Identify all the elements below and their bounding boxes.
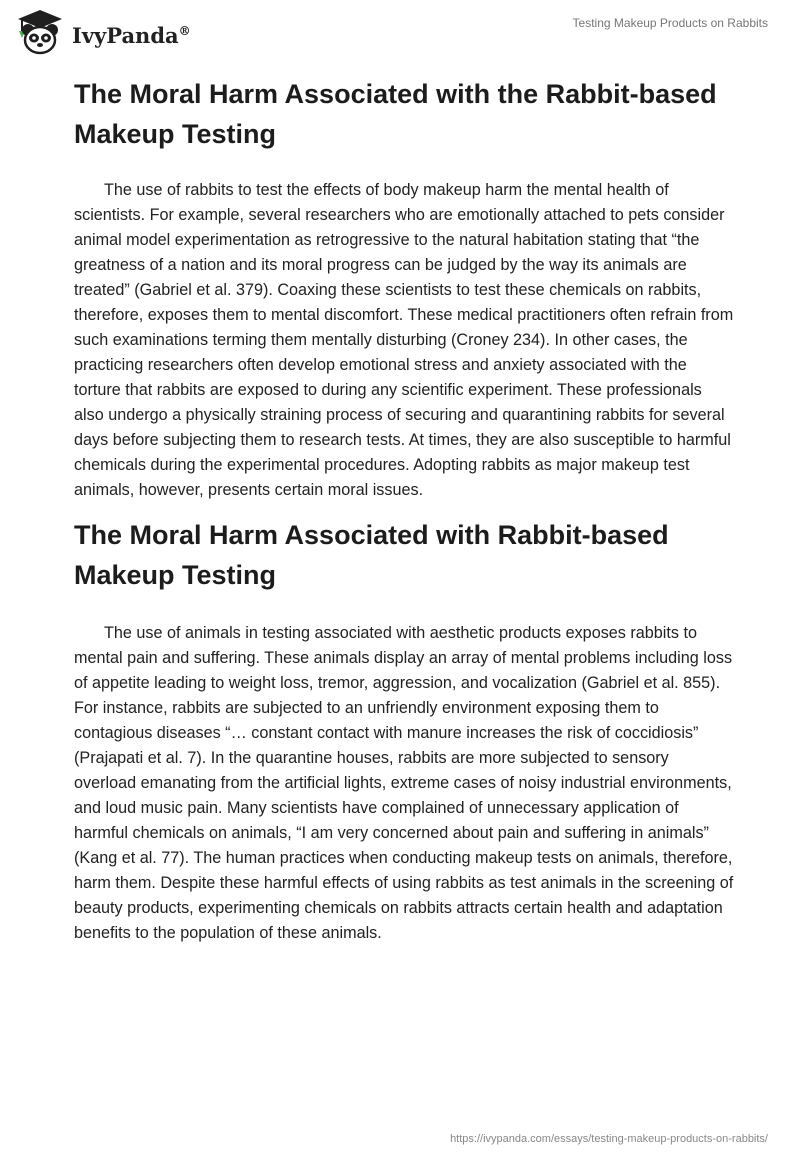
brand-name: IvyPanda® bbox=[72, 23, 191, 48]
page-header bbox=[0, 0, 800, 60]
section-heading: The Moral Harm Associated with Rabbit-based Makeup Testing bbox=[74, 520, 669, 590]
source-url[interactable]: https://ivypanda.com/essays/testing-makeup-products-on-rabbits/ bbox=[450, 1133, 768, 1145]
section-heading: The Moral Harm Associated with the Rabbit-based Makeup Testing bbox=[74, 79, 717, 149]
essay-body bbox=[74, 74, 734, 946]
section-paragraph: The use of animals in testing associated with aesthetic products exposes rabbits to mental pain and suffering. These animals display an array of mental problems including loss of appetite leading to weight loss, tremor, aggression, and vocalization (Gabriel et al. 855). For instance, rabbits are subjected to an unfriendly environment exposing them to contagious diseases “… constant contact with manure increases the risk of coccidiosis” (Prajapati et al. 7). In the quarantine houses, rabbits are more subjected to sensory overload emanating from the artificial lights, extreme cases of noisy industrial environments, and loud music pain. Many scientists have complained of unnecessary application of harmful chemicals on animals, “I am very concerned about pain and suffering in animals” (Kang et al. 77). The human practices when conducting makeup tests on animals, therefore, harm them. Despite these harmful effects of using rabbits as test animals in the screening of beauty products, experimenting chemicals on rabbits attracts certain health and adaptation benefits to the population of these animals. bbox=[74, 624, 734, 942]
section-paragraph: The use of rabbits to test the effects of body makeup harm the mental health of scientists. For example, several researchers who are emotionally attached to pets consider animal model experimentation as retrogressive to the natural habitation stating that “the greatness of a nation and its moral progress can be judged by the way its animals are treated” (Gabriel et al. 379). Coaxing these scientists to test these chemicals on rabbits, therefore, exposes them to mental discomfort. These medical practitioners often refrain from such examinations terming them mentally disturbing (Croney 234). In other cases, the practicing researchers often develop emotional stress and anxiety associated with the torture that rabbits are exposed to during any scientific experiment. These professionals also undergo a physically straining process of securing and quarantining rabbits for several days before subjecting them to research tests. At times, they are also susceptible to harmful chemicals during the experimental procedures. Adopting rabbits as major makeup test animals, however, presents certain moral issues. bbox=[74, 181, 734, 499]
document-title: Testing Makeup Products on Rabbits bbox=[572, 16, 768, 30]
panda-graduate-icon bbox=[14, 8, 66, 61]
brand-logo[interactable] bbox=[14, 8, 191, 61]
